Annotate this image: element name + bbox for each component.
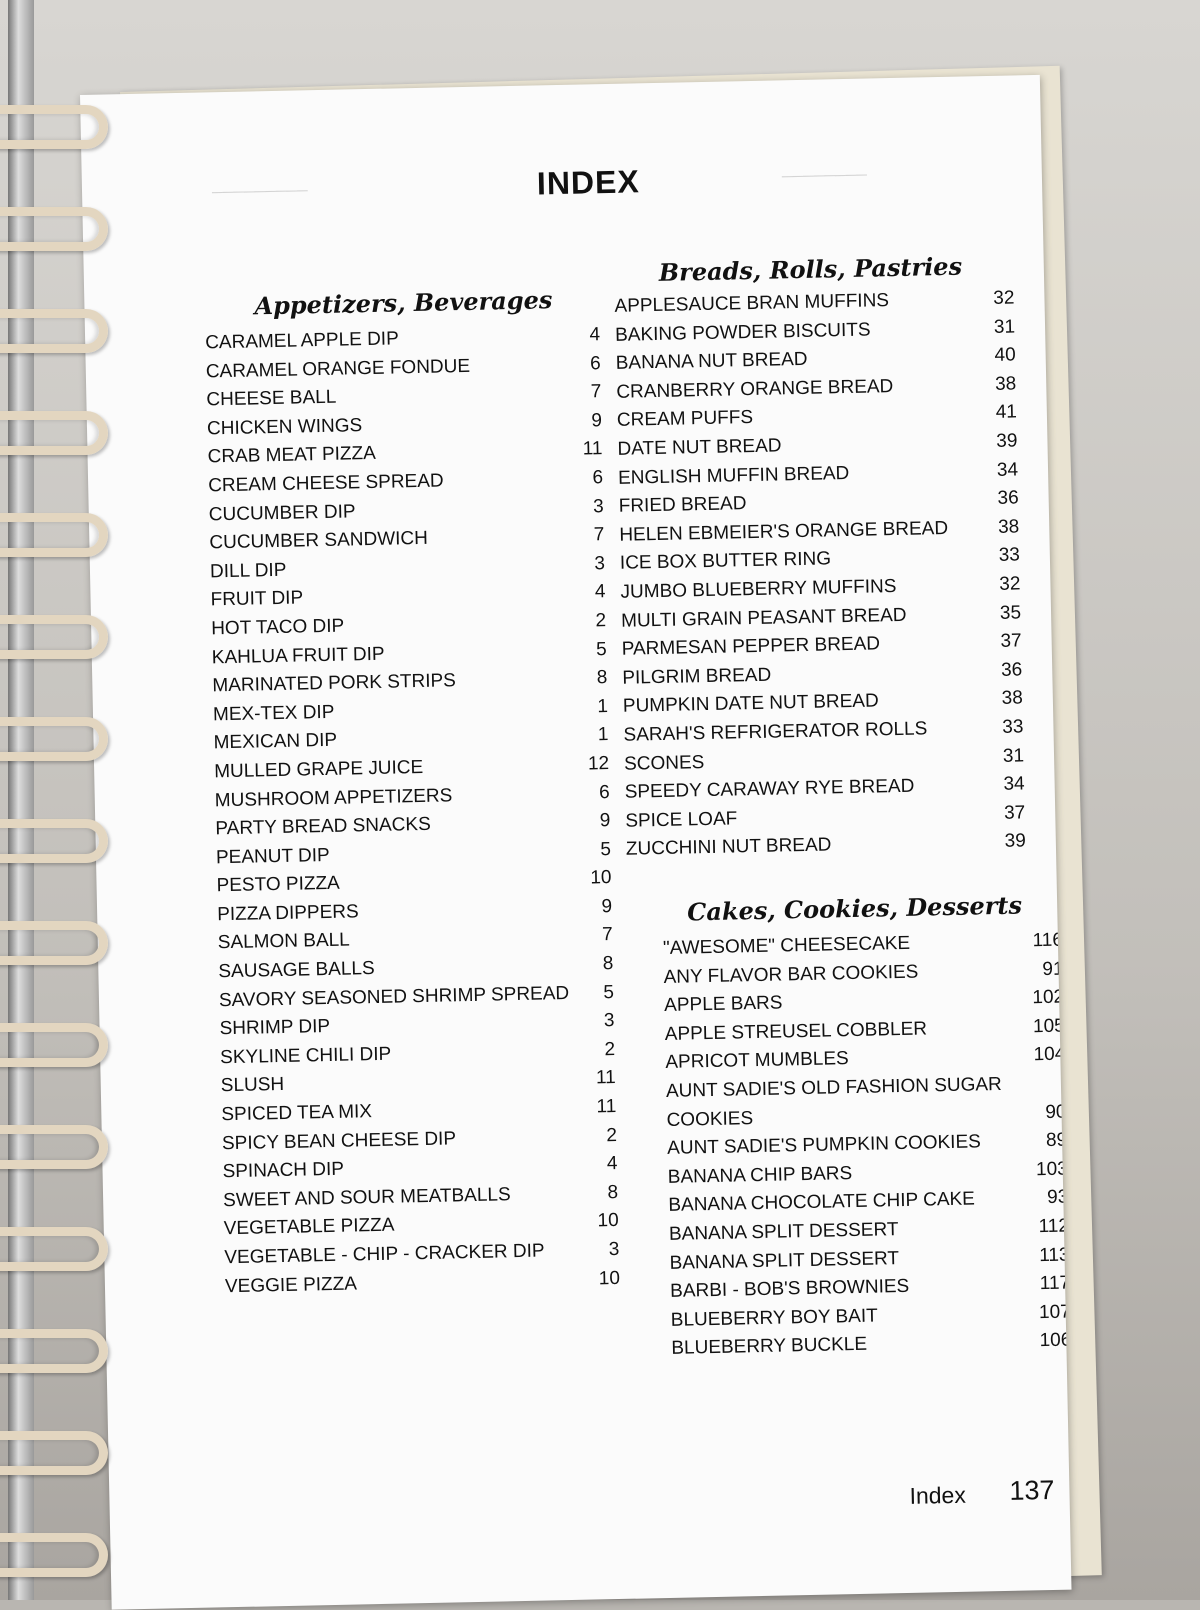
footer-page-number: 137 (1009, 1474, 1055, 1506)
entry-page-number: 3 (608, 1238, 620, 1261)
entry-page-number: 6 (598, 781, 610, 803)
entry-name: APPLE STREUSEL COBBLER (664, 1018, 928, 1045)
entry-name: PUMPKIN DATE NUT BREAD (622, 690, 879, 718)
entry-page-number: 11 (595, 1067, 616, 1089)
entry-page-number: 8 (596, 667, 608, 689)
entry-page-number: 2 (606, 1124, 618, 1146)
entry-name: APRICOT MUMBLES (665, 1048, 849, 1074)
entry-page-number: 35 (999, 601, 1022, 624)
entry-page-number: 33 (998, 544, 1021, 567)
entry-name: COOKIES (666, 1107, 754, 1131)
entry-name: "AWESOME" CHEESECAKE (662, 932, 911, 959)
entry-name: SHRIMP DIP (219, 1016, 331, 1040)
entry-name: CRAB MEAT PIZZA (207, 443, 377, 468)
binding-coil (0, 513, 108, 557)
entry-page-number: 8 (602, 953, 614, 975)
binding-coil (0, 1329, 108, 1373)
entry-name: ANY FLAVOR BAR COOKIES (663, 961, 919, 988)
entry-page-number: 10 (590, 867, 612, 889)
entry-page-number: 1 (597, 695, 609, 718)
section-heading-appetizers: Appetizers, Beverages (254, 285, 553, 321)
entry-page-number: 12 (587, 752, 610, 775)
entry-name: BANANA CHIP BARS (667, 1162, 853, 1188)
entry-page-number: 3 (603, 1010, 615, 1032)
entry-name: CHEESE BALL (206, 386, 337, 411)
entry-name: FRIED BREAD (618, 493, 747, 517)
entry-name: BANANA SPLIT DESSERT (669, 1247, 900, 1274)
entry-name: APPLE BARS (663, 992, 783, 1017)
entry-page-number: 31 (993, 316, 1016, 338)
binding-coil (0, 1227, 108, 1271)
entry-name: HELEN EBMEIER'S ORANGE BREAD (619, 517, 949, 546)
entry-name: VEGETABLE - CHIP - CRACKER DIP (224, 1240, 545, 1269)
binding-coil (0, 309, 108, 353)
entry-name: MEX-TEX DIP (212, 701, 335, 726)
entry-name: SKYLINE CHILI DIP (219, 1043, 392, 1069)
entry-name: ZUCCHINI NUT BREAD (625, 834, 832, 861)
entry-name: MUSHROOM APPETIZERS (214, 784, 453, 811)
entry-page-number: 113 (1038, 1244, 1070, 1266)
entry-page-number: 7 (593, 524, 605, 546)
entry-page-number: 39 (1004, 830, 1027, 853)
entry-name: MULTI GRAIN PEASANT BREAD (620, 604, 907, 632)
entry-page-number: 93 (1046, 1186, 1069, 1209)
entry-name: BANANA SPLIT DESSERT (668, 1219, 899, 1245)
entry-page-number: 5 (595, 638, 607, 660)
entry-page-number: 33 (1002, 716, 1024, 738)
binding-coil (0, 717, 108, 761)
entry-page-number: 3 (592, 495, 604, 517)
index-page: ──────── ───────── INDEX Appetizers, Beverages CARAMEL APPLE DIP 4 CARAMEL ORANGE FONDUE 6 CHEESE BALL 7 CHICKEN WINGS 9 CRAB MEAT PIZZA 11 CREAM CHEESE SPREAD 6 CUCUMBER DIP 3 CUCUMBER SANDWICH 7 DILL DIP 3 FRUIT DIP 4 HOT TACO DIP 2 KAHLUA FRUIT DIP 5 MARINATED PORK STRIPS 8 MEX-TEX DIP 1 MEXICAN DIP 1 MULLED GRAPE JUICE 12 MUSHROOM APPETIZERS 6 PARTY BREAD SNACKS 9 PEANUT DIP 5 PESTO PIZZA 10 PIZZA DIPPERS 9 SALMON BALL 7 SAUSAGE BALLS 8 SAVORY SEASONED SHRIMP SPREAD 5 SHRIMP DIP 3 SKYLINE CHILI DIP 2 SLUSH 11 SPICED TEA MIX 11 SPICY BEAN CHEESE DIP 2 SPINACH DIP 4 SWEET AND SOUR MEATBALLS 8 VEGETABLE PIZZA 10 VEGETABLE - CHIP - CRACKER DIP 3 VEGGIE PIZZA 10 Breads, Rolls, Pastries APPLESAUCE BRAN MUFFINS 32 BAKING POWDER BISCUITS 31 BANANA NUT BREAD 40 CRANBERRY ORANGE BREAD 38 CREAM PUFFS 41 DATE NUT BREAD 39 ENGLISH MUFFIN BREAD 34 FRIED BREAD 36 HELEN EBMEIER'S ORANGE BREAD 38 ICE BOX BUTTER RING 33 JUMBO BLUEBERRY MUFFINS 32 MULTI GRAIN PEASANT BREAD 35 PARMESAN PEPPER BREAD 37 PILGRIM BREAD 36 PUMPKIN DATE NUT BREAD 38 SARAH'S REFRIGERATOR ROLLS 33 SCONES 31 SPEEDY CARAWAY RYE BREAD 34 SPICE LOAF 37 ZUCCHINI NUT BREAD 39 Cakes, Cookies, Desserts "AWESOME" CHEESECAKE 116 ANY FLAVOR BAR COOKIES 91 APPLE BARS 102 APPLE STREUSEL COBBLER 105 APRICOT MUMBLES 104 AUNT SADIE'S OLD FASHION SUGAR COOKIES 90 AUNT SADIE'S PUMPKIN COOKIES 89 BANANA CHIP BARS 103 BANANA CHOCOLATE CHIP CAKE 93 BANANA SPLIT DESSERT 112 BANANA SPLIT DESSERT 113 BARBI - BOB'S BROWNIES 117 BLUEBERRY BOY BAIT 107 BLUEBERRY BUCKLE 106 Index 137 (80, 75, 1072, 1610)
entry-page-number: 90 (1045, 1101, 1067, 1123)
entry-page-number: 34 (996, 459, 1019, 481)
binding-coil (0, 819, 108, 863)
entry-page-number: 89 (1045, 1129, 1068, 1152)
entry-name: AUNT SADIE'S OLD FASHION SUGAR (665, 1073, 1003, 1102)
entry-page-number: 102 (1032, 986, 1065, 1009)
entry-page-number: 38 (1001, 687, 1024, 710)
entry-page-number: 32 (993, 287, 1015, 309)
entry-name: VEGETABLE PIZZA (223, 1215, 395, 1240)
breads-list (614, 287, 1026, 867)
entry-name: BLUEBERRY BUCKLE (671, 1334, 868, 1360)
entry-name: PIZZA DIPPERS (216, 901, 359, 926)
binding-coil (0, 921, 108, 965)
entry-page-number: 2 (595, 610, 607, 632)
entry-name: BLUEBERRY BOY BAIT (670, 1305, 878, 1331)
entry-name: KAHLUA FRUIT DIP (211, 643, 385, 668)
entry-name: SPICY BEAN CHEESE DIP (221, 1127, 457, 1154)
entry-name: SARAH'S REFRIGERATOR ROLLS (623, 718, 928, 746)
entry-name: PEANUT DIP (215, 844, 330, 869)
entry-name: VEGGIE PIZZA (224, 1273, 358, 1297)
entry-name: JUMBO BLUEBERRY MUFFINS (620, 575, 897, 603)
binding-coil (0, 207, 108, 251)
binding-coil (0, 411, 108, 455)
entry-page-number: 37 (1003, 802, 1026, 824)
entry-page-number: 34 (1003, 773, 1025, 795)
entry-page-number: 103 (1035, 1158, 1068, 1180)
entry-name: SPICED TEA MIX (221, 1101, 373, 1126)
entry-page-number: 31 (1002, 744, 1025, 767)
entry-page-number: 9 (601, 895, 613, 918)
entry-page-number: 5 (600, 838, 612, 860)
entry-page-number: 32 (999, 573, 1021, 595)
entry-page-number: 39 (996, 430, 1018, 452)
entry-name: SAUSAGE BALLS (218, 958, 375, 983)
binding-coil (0, 1431, 108, 1475)
entry-name: CREAM PUFFS (616, 407, 754, 432)
entry-name: BANANA NUT BREAD (615, 349, 808, 375)
entry-page-number: 9 (591, 409, 603, 432)
entry-name: CARAMEL APPLE DIP (204, 328, 399, 354)
entry-page-number: 38 (994, 373, 1017, 395)
entry-page-number: 38 (997, 516, 1020, 538)
entry-page-number: 10 (598, 1267, 621, 1289)
entry-page-number: 40 (994, 344, 1016, 367)
entry-name: ENGLISH MUFFIN BREAD (617, 462, 850, 489)
entry-page-number: 4 (594, 581, 606, 603)
entry-name: SCONES (623, 751, 705, 775)
spiral-binding (0, 0, 120, 1600)
entry-page-number: 11 (582, 438, 603, 460)
binding-coil (0, 1533, 108, 1577)
footer-label: Index (909, 1481, 967, 1509)
entry-name: SLUSH (220, 1074, 285, 1097)
entry-page-number: 11 (596, 1096, 617, 1118)
entry-page-number: 1 (597, 724, 609, 746)
binding-coil (0, 105, 108, 149)
entry-page-number: 6 (592, 467, 604, 489)
entry-name: CRANBERRY ORANGE BREAD (616, 375, 894, 403)
entry-name: SPICE LOAF (625, 808, 738, 832)
entry-page-number: 4 (606, 1153, 618, 1175)
entry-page-number: 7 (590, 381, 602, 403)
entry-page-number: 4 (589, 324, 601, 346)
entry-page-number: 7 (601, 924, 613, 946)
entry-name: DATE NUT BREAD (617, 435, 782, 460)
section-heading-cakes: Cakes, Cookies, Desserts (686, 890, 1023, 927)
entry-page-number: 112 (1038, 1215, 1070, 1238)
entry-page-number: 5 (603, 981, 615, 1003)
entry-name: SALMON BALL (217, 930, 350, 954)
entry-name: DILL DIP (209, 559, 287, 583)
entry-name: HOT TACO DIP (210, 615, 345, 640)
entry-page-number: 107 (1038, 1301, 1071, 1323)
entry-name: SPINACH DIP (222, 1158, 345, 1183)
entry-name: BAKING POWDER BISCUITS (614, 319, 871, 346)
entry-name: AUNT SADIE'S PUMPKIN COOKIES (666, 1131, 982, 1160)
entry-name: BARBI - BOB'S BROWNIES (669, 1276, 910, 1303)
entry-page-number: 41 (995, 401, 1018, 424)
entry-name: SAVORY SEASONED SHRIMP SPREAD (218, 982, 570, 1011)
entry-page-number: 91 (1042, 958, 1064, 980)
entry-name: CUCUMBER SANDWICH (209, 527, 429, 554)
entry-page-number: 106 (1039, 1329, 1072, 1352)
entry-name: APPLESAUCE BRAN MUFFINS (614, 290, 890, 317)
entry-page-number: 36 (1000, 659, 1023, 681)
entry-page-number: 8 (607, 1181, 619, 1204)
binding-coil (0, 1023, 108, 1067)
entry-name: PESTO PIZZA (216, 873, 340, 897)
binding-coil (0, 1125, 108, 1169)
entry-page-number: 2 (604, 1038, 616, 1061)
entry-name: PARMESAN PEPPER BREAD (621, 633, 881, 660)
entry-name: CUCUMBER DIP (208, 500, 356, 525)
entry-page-number: 36 (997, 487, 1019, 510)
entry-page-number: 117 (1039, 1272, 1071, 1295)
binding-coil (0, 615, 108, 659)
entry-name: MULLED GRAPE JUICE (213, 756, 424, 783)
page-title: INDEX (536, 163, 641, 202)
entry-name: MEXICAN DIP (213, 730, 338, 754)
entry-page-number: 37 (1000, 630, 1022, 652)
entry-name: FRUIT DIP (210, 587, 304, 611)
entry-name: PARTY BREAD SNACKS (215, 813, 431, 840)
entry-name: SPEEDY CARAWAY RYE BREAD (624, 775, 915, 803)
entry-name: CHICKEN WINGS (206, 414, 363, 440)
entry-name: CREAM CHEESE SPREAD (207, 470, 444, 497)
entry-name: PILGRIM BREAD (622, 664, 772, 689)
entry-name: ICE BOX BUTTER RING (619, 548, 832, 575)
entry-name: MARINATED PORK STRIPS (212, 670, 457, 697)
entry-page-number: 9 (599, 810, 611, 832)
entry-name: SWEET AND SOUR MEATBALLS (222, 1184, 511, 1212)
entry-name: BANANA CHOCOLATE CHIP CAKE (668, 1188, 976, 1217)
entry-page-number: 10 (597, 1210, 619, 1232)
entry-page-number: 104 (1033, 1043, 1066, 1066)
entry-page-number: 105 (1032, 1015, 1065, 1038)
appetizers-list (205, 324, 620, 1304)
entry-name: CARAMEL ORANGE FONDUE (205, 355, 471, 383)
entry-page-number: 116 (1032, 929, 1064, 952)
entry-page-number: 3 (594, 552, 606, 575)
section-heading-breads: Breads, Rolls, Pastries (658, 251, 963, 287)
entry-page-number: 6 (589, 352, 601, 374)
cakes-list (663, 930, 1072, 1367)
